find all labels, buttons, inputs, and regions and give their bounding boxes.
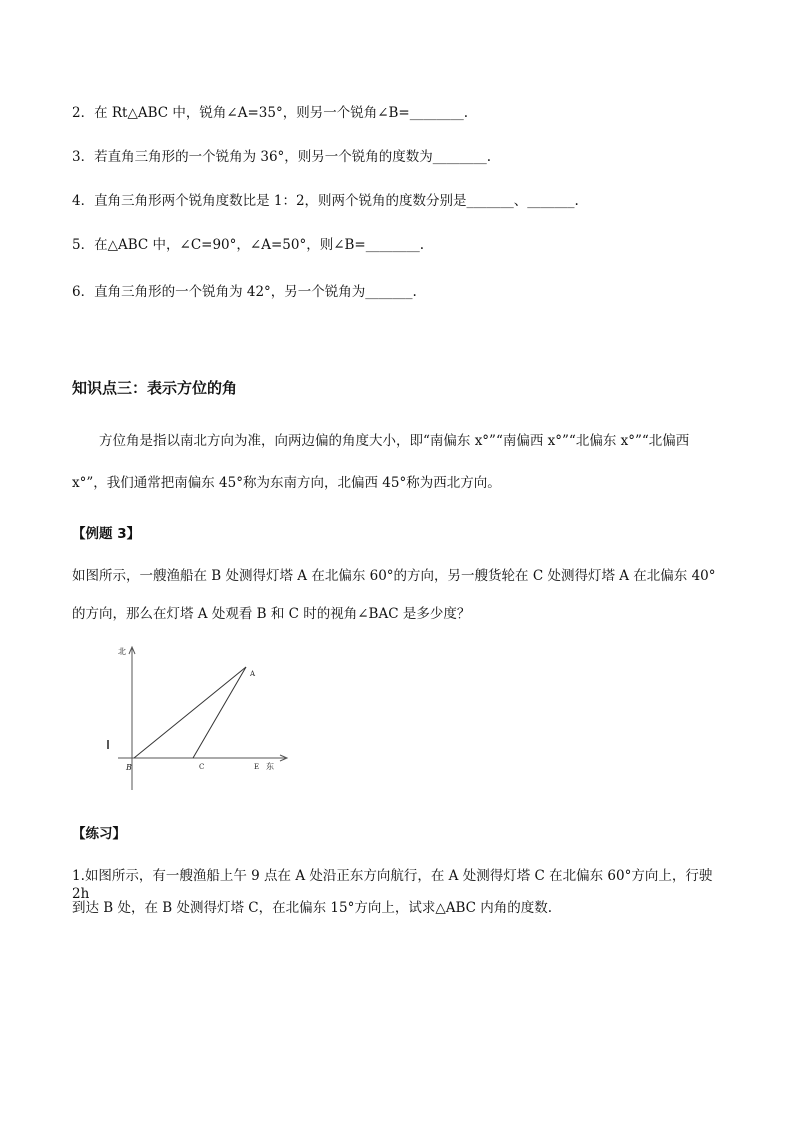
exercise-3: 3．若直角三角形的一个锐角为 36°，则另一个锐角的度数为________. [72, 149, 492, 165]
north-label: 北 [118, 647, 126, 656]
line-ca [193, 667, 246, 758]
exercise-4: 4．直角三角形两个锐角度数比是 1：2，则两个锐角的度数分别是_______、_______. [72, 193, 579, 209]
section-body-line-1: 方位角是指以南北方向为准，向两边偏的角度大小，即“南偏东 x°”“南偏西 x°”“北偏东 x°”“北偏西 [99, 433, 690, 449]
point-b-label: B [126, 763, 132, 772]
east-label: 东 [266, 762, 274, 771]
direction-diagram-svg [100, 640, 300, 800]
practice-question-line-1: 1.如图所示，有一艘渔船上午 9 点在 A 处沿正东方向航行，在 A 处测得灯塔 C 在北偏东 60°方向上，行驶 2h [72, 868, 713, 902]
point-a-label: A [250, 670, 256, 678]
example-label: 【例题 3】 [72, 526, 141, 542]
section-body-line-2: x°”，我们通常把南偏东 45°称为东南方向，北偏西 45°称为西北方向。 [72, 475, 501, 491]
example-question-line-1: 如图所示，一艘渔船在 B 处测得灯塔 A 在北偏东 60°的方向，另一艘货轮在 C 处测得灯塔 A 在北偏东 40° [72, 568, 716, 584]
point-c-label: C [199, 763, 205, 771]
practice-question-line-2: 到达 B 处，在 B 处测得灯塔 C，在北偏东 15°方向上，试求△ABC 内角的度数. [72, 900, 553, 916]
example-question-line-2: 的方向，那么在灯塔 A 处观看 B 和 C 时的视角∠BAC 是多少度？ [72, 606, 471, 622]
section-title: 知识点三：表示方位的角 [72, 379, 238, 397]
exercise-2: 2．在 Rt△ABC 中，锐角∠A=35°，则另一个锐角∠B=________. [72, 105, 469, 121]
point-e-label: E [254, 763, 260, 771]
exercise-6: 6．直角三角形的一个锐角为 42°，另一个锐角为_______. [72, 284, 417, 300]
line-ba [134, 667, 246, 758]
exercise-5: 5．在△ABC 中，∠C=90°，∠A=50°，则∠B=________. [72, 237, 425, 253]
practice-label: 【练习】 [72, 826, 126, 842]
direction-diagram [100, 640, 300, 800]
